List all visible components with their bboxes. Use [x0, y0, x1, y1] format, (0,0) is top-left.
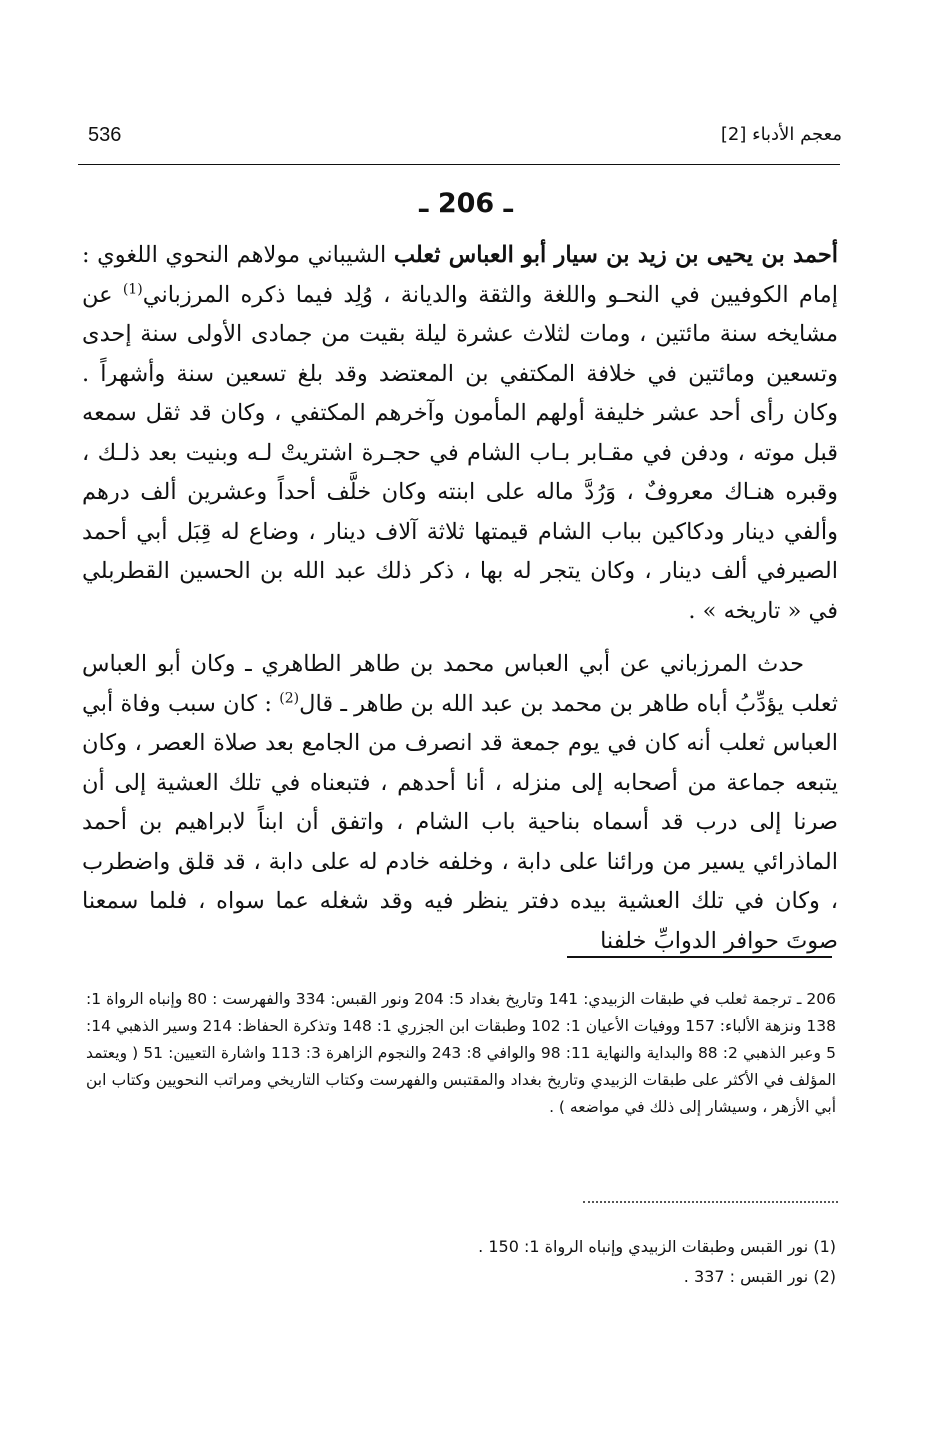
footnotes	[236, 1232, 836, 1292]
footnote-1: (1) نور القبس وطبقات الزبيدي وإنباه الرواة 1: 150 .	[478, 1237, 836, 1256]
paragraph-1-text-b: عن مشايخه سنة مائتين ، ومات لثلاث عشرة ليلة بقيت من جمادى الأولى سنة إحدى وتسعين ومائتين في خلافة المكتفي بن المعتضد وقد بلغ تسعين سنة وأشهراً . وكان رأى أحد عشر خليفة أولهم المأمون وآخرهم المكتفي ، وكان قد ثقل سمعه قبل موته ، ودفن في مقـابر بـاب الشام في حجـرة اشتريتْ لـه وبنيت بعد ذلـك ، وقبره هنـاك معروفٌ ، وَرُدَّ ماله على ابنته وكان خلَّف أحداً وعشرين ألف درهم وألفي دينار ودكاكين بباب الشام قيمتها ثلاثة آلاف دينار ، وضاع له قِبَل أبي أحمد الصيرفي ألف دينار ، وكان يتجر له بها ، ذكر ذلك عبد الله بن الحسين القطربلي في « تاريخه » .	[82, 281, 838, 624]
paragraph-2	[82, 645, 838, 961]
notes-rule	[567, 956, 832, 958]
header-rule	[78, 164, 840, 165]
subject-name: أحمد بن يحيى بن زيد بن سيار أبو العباس ثعلب	[393, 242, 838, 268]
footnote-ref-1: (1)	[122, 281, 143, 297]
footnote-ref-2: (2)	[279, 690, 300, 706]
footnote-2: (2) نور القبس : 337 .	[683, 1267, 836, 1286]
entry-number: ـ 206 ـ	[419, 188, 513, 219]
sources-note: 206 ـ ترجمة ثعلب في طبقات الزبيدي: 141 وتاريخ بغداد 5: 204 ونور القبس: 334 والفهرست : 80 وإنباه الرواة 1: 138 ونزهة الألباء: 157 ووفيات الأعيان 1: 102 وطبقات ابن الجزري 1: 148 وتذكرة الحفاظ: 214 وسير الذهبي 14: 5 وعبر الذهبي 2: 88 والبداية والنهاية 11: 98 والوافي 8: 243 والنجوم الزاهرة 3: 113 واشارة التعيين: 51 ( ويعتمد المؤلف في الأكثر على طبقات الزبيدي وتاريخ بغداد والمقتبس والفهرست وكتاب التاريخي ومراتب النحويين وكتاب ابن أبي الأزهر ، وسيشار إلى ذلك في مواضعه ) .	[86, 990, 837, 1116]
entry-body	[82, 236, 838, 961]
page-number: 536	[88, 124, 122, 146]
paragraph-2-text-a: حدث المرزباني عن أبي العباس محمد بن طاهر الطاهري ـ وكان أبو العباس ثعلب يؤدِّبُ أباه طاهر بن محمد بن عبد الله بن طاهر ـ قال	[82, 651, 838, 717]
paragraph-1	[82, 236, 838, 631]
footnote-separator	[583, 1201, 838, 1203]
paragraph-1-text-a: الشيباني مولاهم النحوي اللغوي : إمام الكوفيين في النحـو واللغة والثقة والديانة ، وُلِد فيما ذكره المرزباني	[82, 242, 838, 308]
running-head-title: معجم الأدباء [2]	[720, 124, 842, 145]
paragraph-2-text-b: : كان سبب وفاة أبي العباس ثعلب أنه كان في يوم جمعة قد انصرف من الجامع بعد صلاة العصر ، وكان يتبعه جماعة من أصحابه إلى منزله ، أنا أحدهم ، فتبعناه في تلك العشية إلى أن صرنا إلى درب قد أسماه بناحية باب الشام ، واتفق أن ابناً لابراهيم بن أحمد الماذرائي يسير من ورائنا على دابة ، وخلفه خادم له على دابة ، قد قلق واضطرب ، وكان في تلك العشية بيده دفتر ينظر فيه وقد شغله عما سواه ، فلما سمعنا صوتَ حوافر الدوابِّ خلفنا	[82, 690, 838, 954]
